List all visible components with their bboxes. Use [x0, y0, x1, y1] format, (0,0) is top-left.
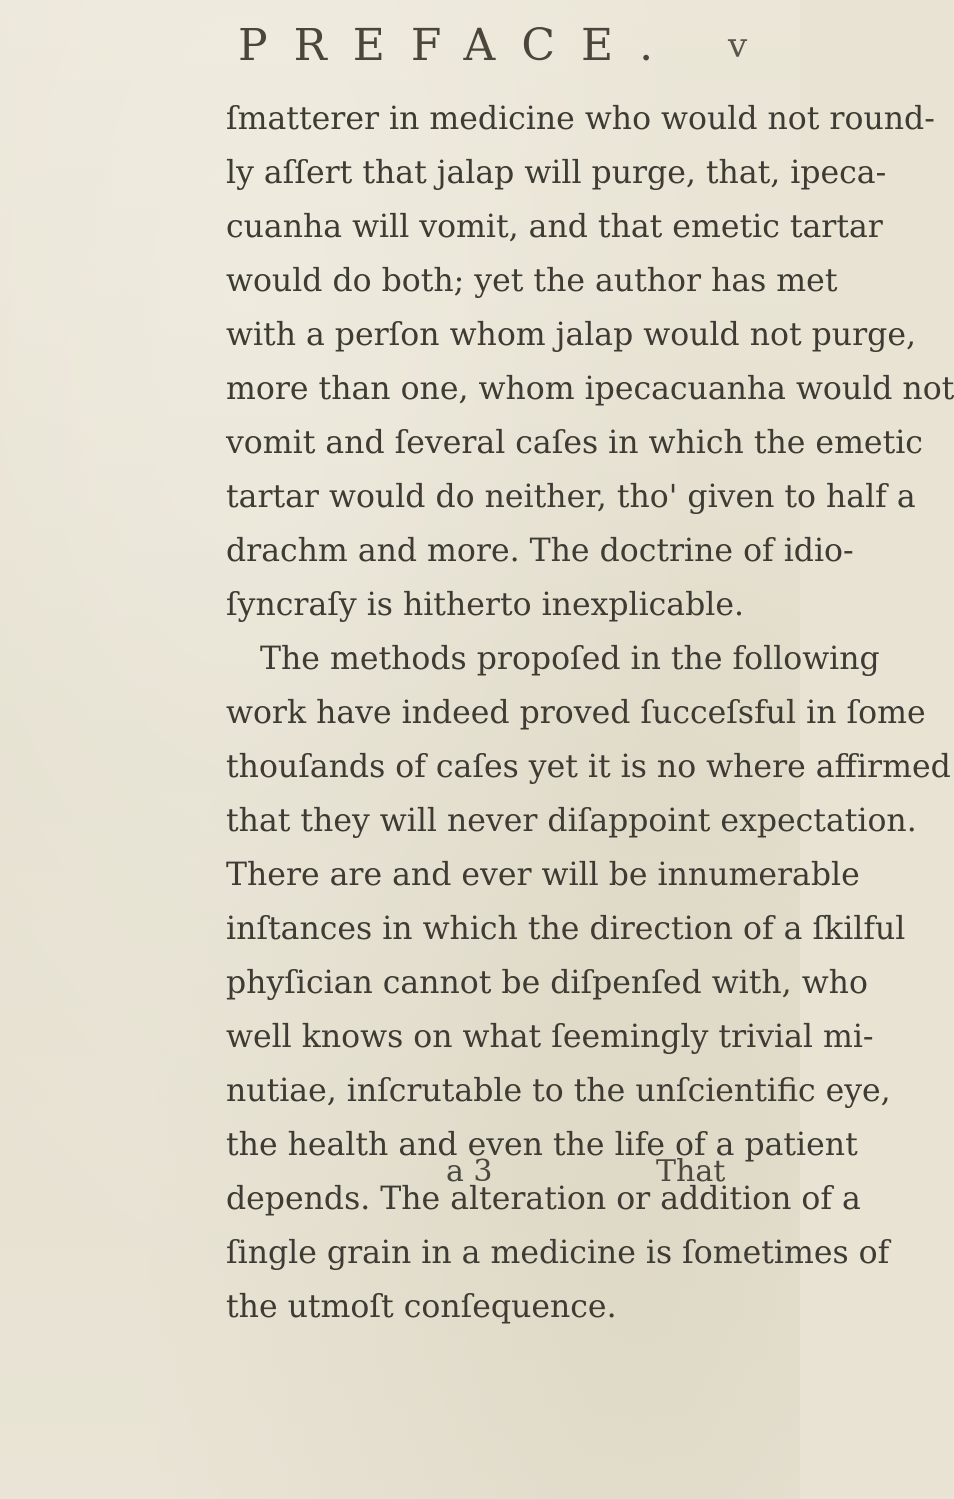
text-line: ſingle grain in a medicine is ſometimes of: [226, 1235, 890, 1271]
text-line: the utmoſt conſequence.: [226, 1289, 617, 1325]
text-line: cuanha will vomit, and that emetic tartar: [226, 209, 883, 245]
page-number: v: [728, 26, 748, 66]
text-line: phyſician cannot be diſpenſed with, who: [226, 965, 868, 1001]
text-line: vomit and ſeveral caſes in which the emetic: [226, 425, 923, 461]
text-line: with a perſon whom jalap would not purge,: [226, 317, 916, 353]
text-line: would do both; yet the author has met: [226, 263, 838, 299]
text-line: well knows on what ſeemingly trivial mi-: [226, 1019, 874, 1055]
text-line: ly aſſert that jalap will purge, that, ipeca-: [226, 155, 887, 191]
catchword: That: [656, 1154, 726, 1189]
running-head: [0, 12, 800, 71]
text-line: more than one, whom ipecacuanha would not: [226, 371, 954, 407]
text-line: inſtances in which the direction of a ſkilful: [226, 911, 906, 947]
text-line: nutiae, inſcrutable to the unſcientific eye,: [226, 1073, 891, 1109]
signature-mark: a 3: [446, 1154, 493, 1189]
text-line: depends. The alteration or addition of a: [226, 1181, 861, 1217]
text-line: the health and even the life of a patient: [226, 1127, 858, 1163]
text-line: tartar would do neither, tho' given to half a: [226, 479, 916, 515]
text-line: ſyncraſy is hitherto inexplicable.: [226, 587, 744, 623]
page-footer: [0, 1154, 800, 1204]
text-line: drachm and more. The doctrine of idio-: [226, 533, 854, 569]
text-line: work have indeed proved ſucceſsful in ſome: [226, 695, 926, 731]
text-line: that they will never diſappoint expectation.: [226, 803, 917, 839]
body-text: [226, 92, 954, 1334]
running-title: PREFACE.: [238, 20, 680, 71]
text-line: thouſands of caſes yet it is no where affirmed: [226, 749, 951, 785]
paragraph-start-line: The methods propoſed in the following: [260, 641, 880, 677]
text-line: There are and ever will be innumerable: [226, 857, 860, 893]
text-line: ſmatterer in medicine who would not round-: [226, 101, 935, 137]
